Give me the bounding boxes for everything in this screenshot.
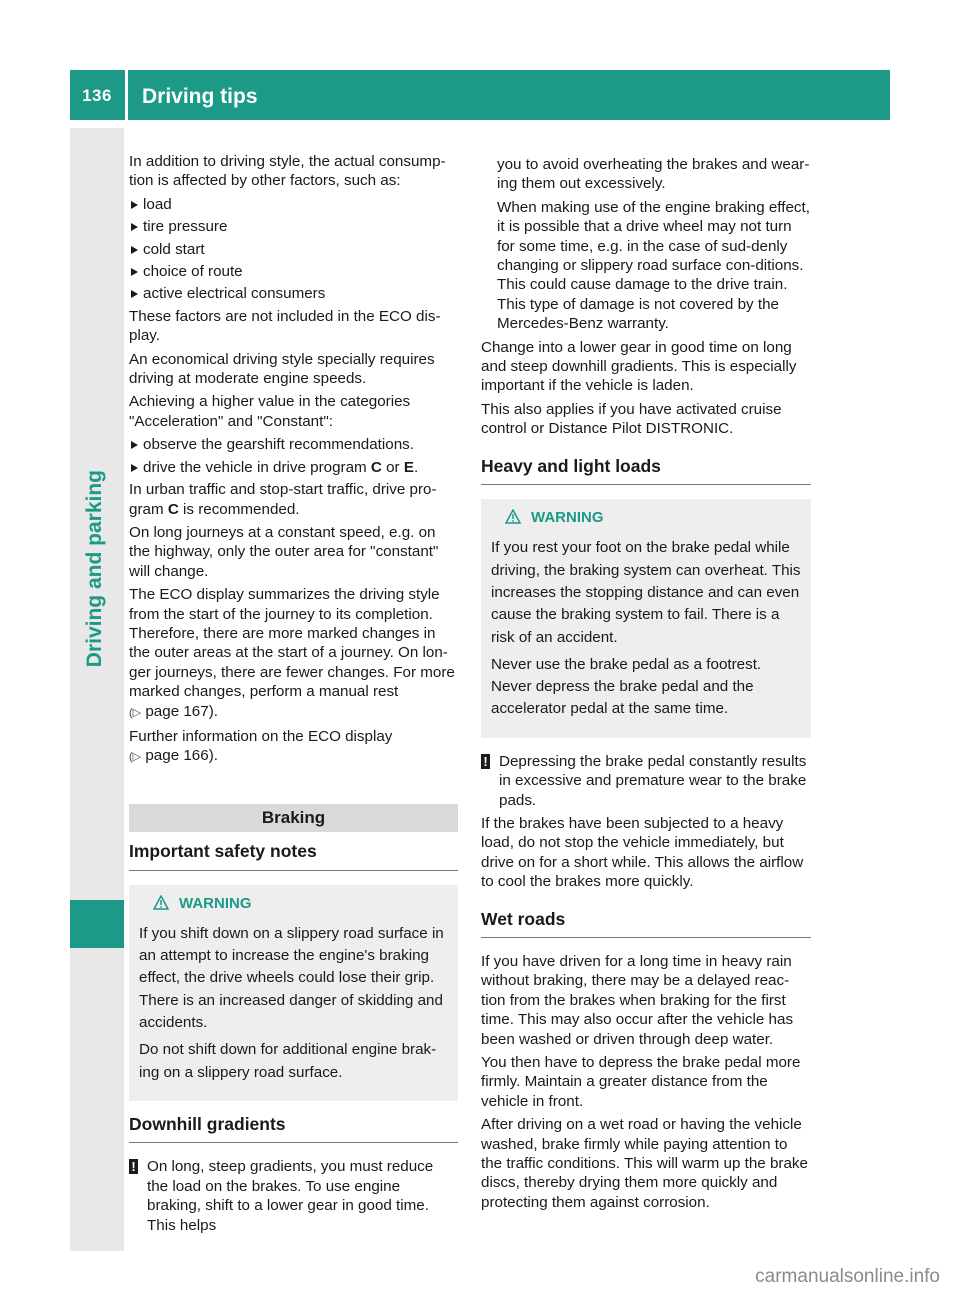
- warning-box: [481, 499, 811, 738]
- exclamation-icon: !: [481, 754, 490, 769]
- summary-paragraph: [129, 585, 458, 723]
- note-item: [129, 1157, 458, 1235]
- note-text: On long, steep gradients, you must reduce the load on the brakes. To use engine braking, shift to a lower gear in good time. This helps: [147, 1158, 434, 1234]
- tip-text: .: [413, 458, 419, 476]
- page-number: 136: [82, 86, 112, 105]
- subjected-paragraph: If the brakes have been subjected to a heavy load, do not stop the vehicle immediately, but drive on for a short while. This allows the airflow to cool the brakes more quickly.: [481, 814, 804, 891]
- chapter-label: Driving and parking: [83, 470, 106, 668]
- warning-header: [491, 507, 801, 531]
- section-title: Driving tips: [142, 85, 258, 108]
- heavy-loads-heading: Heavy and light loads: [481, 457, 811, 485]
- factor-item: tire pressure: [129, 217, 458, 236]
- header-separator: [125, 70, 128, 120]
- urban-text: In urban traffic and stop-start traffic, drive pro-gram: [129, 481, 437, 518]
- page-ref-arrow-icon: (▷: [129, 706, 142, 719]
- chapter-marker: [70, 900, 124, 948]
- program-c: C: [167, 500, 179, 518]
- warning-text: Never use the brake pedal as a footrest. Never depress the brake pedal and the accelerator pedal at the same time.: [491, 655, 762, 718]
- page-ref-link[interactable]: page 167).: [145, 702, 218, 720]
- warning-text: If you shift down on a slippery road surface in an attempt to increase the engine's braking effect, the drive wheels could lose their grip. There is an increased danger of skidding and accidents.: [139, 924, 444, 1032]
- wet-paragraph: After driving on a wet road or having the vehicle washed, brake firmly while paying attention to the traffic conditions. This will warm up the brake discs, thereby drying them more quickly and protecting them against corrosion.: [481, 1116, 808, 1211]
- chapter-sidebar: [70, 128, 124, 1251]
- safety-heading: Important safety notes: [129, 842, 458, 870]
- warning-triangle-icon: [505, 509, 521, 531]
- page-ref-arrow-icon: (▷: [129, 751, 142, 764]
- watermark: carmanualsonline.info: [755, 1266, 940, 1287]
- further-text: Further information on the ECO display: [129, 727, 393, 745]
- warning-header: [139, 893, 448, 917]
- note-item: [481, 752, 811, 810]
- right-column: [481, 155, 811, 1216]
- warning-label: WARNING: [531, 509, 604, 527]
- economical-paragraph: An economical driving style specially requires driving at moderate engine speeds.: [129, 350, 435, 388]
- note-continuation: you to avoid overheating the brakes and wear-ing them out excessively.: [497, 156, 810, 193]
- factor-item: active electrical consumers: [129, 284, 458, 303]
- downhill-heading: Downhill gradients: [129, 1115, 458, 1143]
- program-c: C: [370, 458, 382, 476]
- achieve-paragraph: Achieving a higher value in the categories "Acceleration" and "Constant":: [129, 393, 411, 430]
- eco-paragraph: These factors are not included in the ECO dis-play.: [129, 307, 441, 345]
- urban-text: is recommended.: [178, 500, 300, 518]
- braking-heading: Braking: [129, 804, 458, 832]
- note-text: Depressing the brake pedal constantly results in excessive and premature wear to the brake pads.: [499, 752, 807, 809]
- page-ref-link[interactable]: page 166).: [145, 747, 218, 765]
- factor-item: cold start: [129, 240, 458, 259]
- factor-item: load: [129, 195, 458, 214]
- tip-text: drive the vehicle in drive program: [143, 458, 371, 476]
- summary-text: The ECO display summarizes the driving style from the start of the journey to its completion. Therefore, there are more marked changes in the outer areas at the start of a journey. On lon-ger journeys, there are fewer changes. For more marked changes, perform a manual rest: [129, 586, 455, 701]
- change-gear-paragraph: Change into a lower gear in good time on long and steep downhill gradients. This is especially important if the vehicle is laden.: [481, 338, 797, 395]
- program-e: E: [403, 458, 414, 476]
- wet-paragraph: You then have to depress the brake pedal more firmly. Maintain a greater distance from the vehicle in front.: [481, 1054, 801, 1110]
- exclamation-icon: !: [129, 1159, 138, 1174]
- cruise-paragraph: This also applies if you have activated cruise control or Distance Pilot DISTRONIC.: [481, 400, 782, 438]
- note-continuation: When making use of the engine braking effect, it is possible that a drive wheel may not turn for some time, e.g. in the case of sud-denly changing or slippery road surface con-ditions. This could cause damage to the drive train. This type of damage is not covered by the Mercedes-Benz warranty.: [497, 198, 810, 333]
- tip-text: or: [381, 458, 404, 476]
- wet-roads-heading: Wet roads: [481, 910, 811, 938]
- warning-label: WARNING: [179, 894, 252, 912]
- warning-triangle-icon: [153, 895, 169, 917]
- intro-paragraph: In addition to driving style, the actual consump-tion is affected by other factors, such as:: [129, 153, 446, 190]
- further-paragraph: [129, 727, 458, 768]
- urban-paragraph: [129, 480, 458, 519]
- long-journey-paragraph: On long journeys at a constant speed, e.g. on the highway, only the outer area for "constant" will change.: [129, 523, 439, 580]
- tip-item: [129, 458, 458, 477]
- wet-paragraph: If you have driven for a long time in heavy rain without braking, there may be a delayed reac-tion from the brakes when braking for the first time. This may also occur after the vehicle has been washed or driven through deep water.: [481, 953, 794, 1048]
- factor-item: choice of route: [129, 262, 458, 281]
- warning-text: If you rest your foot on the brake pedal while driving, the braking system can overheat. This increases the stopping distance and can even cause the braking system to fail. There is a risk of an accident.: [491, 539, 801, 646]
- tip-item: observe the gearshift recommendations.: [129, 435, 458, 454]
- warning-box: [129, 885, 458, 1101]
- left-column: [129, 152, 458, 1239]
- warning-text: Do not shift down for additional engine brak-ing on a slippery road surface.: [139, 1041, 437, 1081]
